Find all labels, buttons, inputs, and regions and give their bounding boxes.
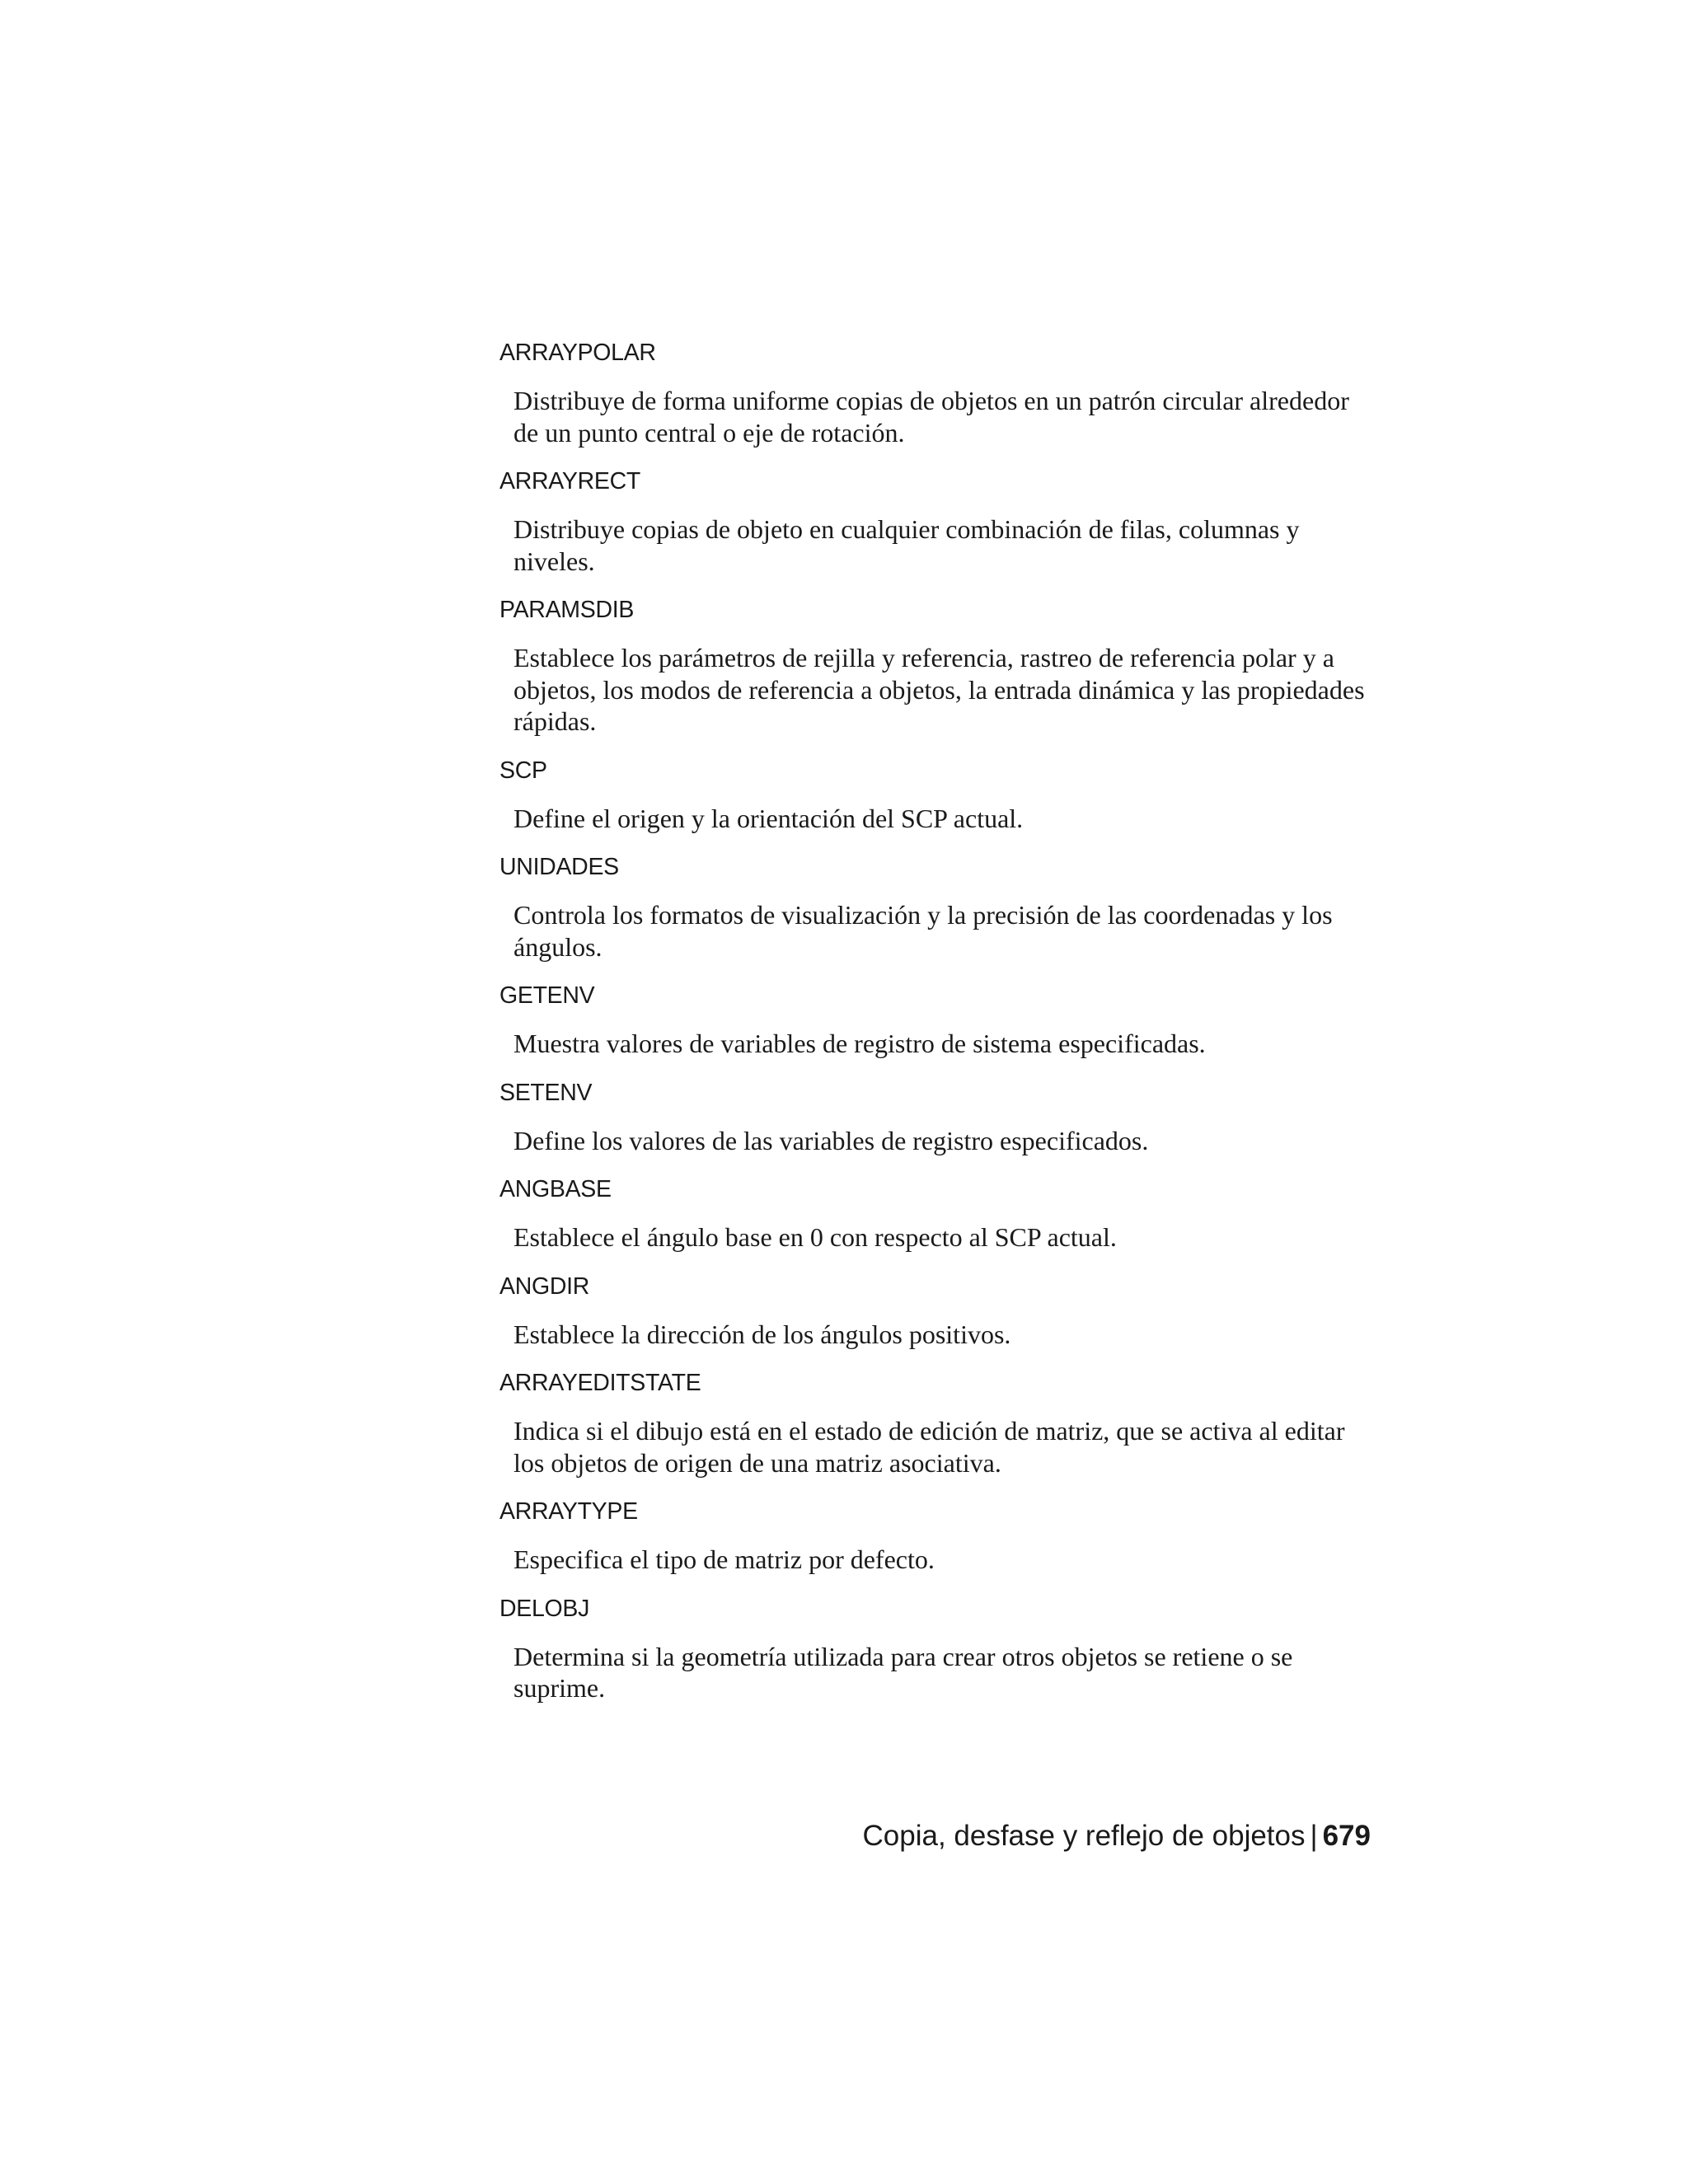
entry-term: UNIDADES	[499, 854, 619, 880]
entry-description: Define el origen y la orientación del SCP actual.	[513, 803, 1024, 833]
page-footer	[863, 1818, 1372, 1854]
list-item	[499, 1496, 1373, 1576]
entry-term: SCP	[499, 757, 547, 784]
list-item	[499, 1077, 1373, 1157]
list-item	[499, 1593, 1373, 1704]
entry-description: Indica si el dibujo está en el estado de edición de matriz, que se activa al editar los objetos de origen de una matriz asociativa.	[513, 1416, 1345, 1478]
entry-description: Establece el ángulo base en 0 con respecto al SCP actual.	[513, 1222, 1117, 1252]
list-item	[499, 755, 1373, 835]
entry-term: ARRAYRECT	[499, 468, 640, 494]
list-item	[499, 594, 1373, 738]
entry-description: Define los valores de las variables de registro especificados.	[513, 1125, 1149, 1155]
entry-description: Muestra valores de variables de registro de sistema especificadas.	[513, 1029, 1206, 1058]
entry-description: Distribuye copias de objeto en cualquier combinación de filas, columnas y niveles.	[513, 514, 1300, 576]
list-item	[499, 1174, 1373, 1254]
entry-term: ARRAYPOLAR	[499, 340, 656, 366]
list-item	[499, 1367, 1373, 1479]
entry-term: GETENV	[499, 982, 595, 1009]
definition-list	[499, 337, 1373, 1722]
list-item	[499, 1271, 1373, 1351]
footer-separator: |	[1310, 1820, 1318, 1852]
entry-term: PARAMSDIB	[499, 597, 635, 623]
entry-term: ARRAYEDITSTATE	[499, 1370, 701, 1396]
entry-description: Establece la dirección de los ángulos positivos.	[513, 1319, 1011, 1349]
page-number: 679	[1322, 1820, 1371, 1852]
entry-description: Controla los formatos de visualización y la precisión de las coordenadas y los ángulos.	[513, 900, 1333, 962]
entry-term: ANGBASE	[499, 1176, 612, 1202]
entry-term: ANGDIR	[499, 1272, 590, 1300]
entry-term: SETENV	[499, 1079, 593, 1106]
list-item	[499, 466, 1373, 577]
footer-section-title: Copia, desfase y reflejo de objetos	[862, 1820, 1306, 1852]
entry-term: DELOBJ	[499, 1595, 590, 1622]
entry-description: Determina si la geometría utilizada para crear otros objetos se retiene o se suprime.	[513, 1641, 1293, 1703]
list-item	[499, 980, 1373, 1060]
entry-term: ARRAYTYPE	[499, 1498, 638, 1525]
entry-description: Establece los parámetros de rejilla y referencia, rastreo de referencia polar y a objetos, los modos de referencia a objetos, la entrada dinámica y las propiedades rápidas.	[513, 643, 1365, 736]
entry-description: Especifica el tipo de matriz por defecto.	[513, 1544, 935, 1574]
list-item	[499, 337, 1373, 448]
list-item	[499, 851, 1373, 963]
entry-description: Distribuye de forma uniforme copias de objetos en un patrón circular alrededor de un punto central o eje de rotación.	[513, 386, 1349, 448]
